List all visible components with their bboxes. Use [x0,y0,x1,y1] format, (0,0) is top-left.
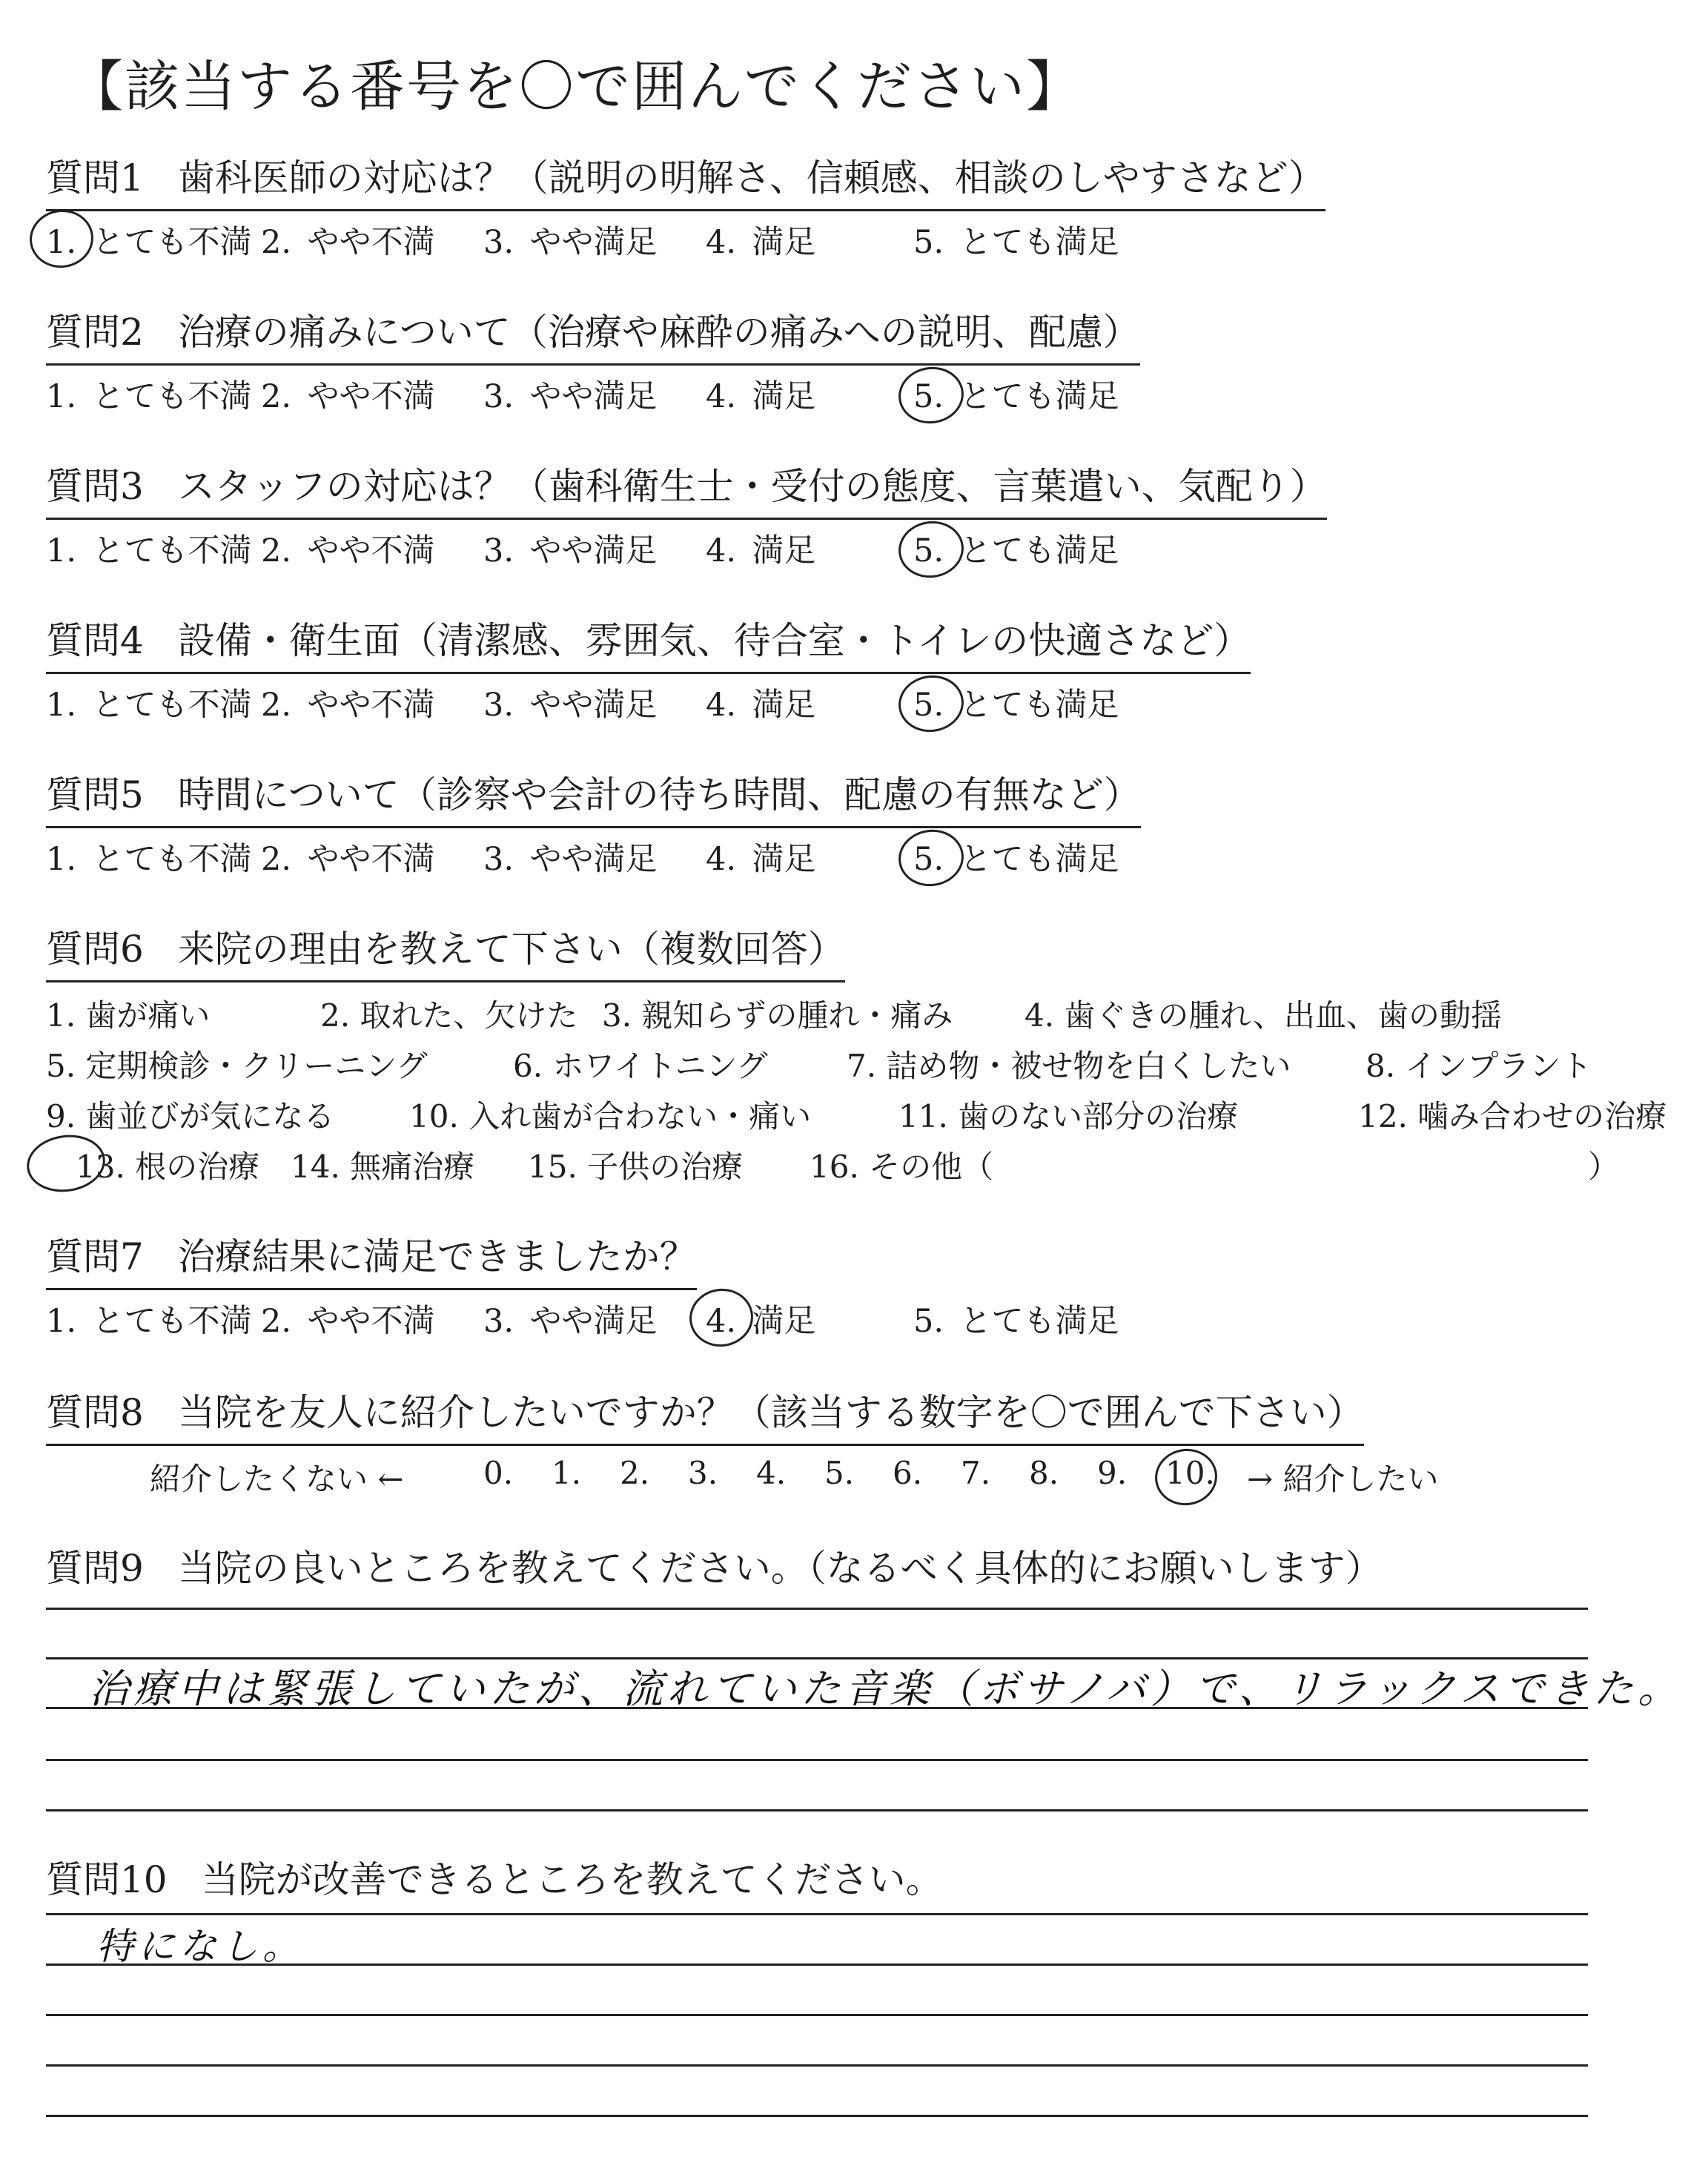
option-label: やや満足 [529,532,658,569]
reason-option[interactable]: 16. その他（ [810,1149,994,1185]
reason-option[interactable]: 14. 無痛治療 [291,1149,475,1185]
reason-option[interactable]: 6. ホワイトニング [513,1048,768,1084]
recommend-right-label: → 紹介したい [1247,1461,1439,1497]
option-4[interactable] [706,371,816,417]
recommend-option[interactable]: 3. [688,1455,718,1491]
option-number: 5. [913,841,944,878]
reason-option[interactable]: 12. 噛み合わせの治療 [1358,1098,1667,1135]
reason-option[interactable]: 4. 歯ぐきの腫れ、出血、歯の動揺 [1025,997,1502,1034]
option-label: とても満足 [959,378,1119,415]
option-number: 5. [913,378,944,415]
question-text: スタッフの対応は？（歯科衛生士・受付の態度、言葉遣い、気配り） [177,465,1327,508]
option-4[interactable] [706,834,816,879]
option-number: 4. [706,224,737,261]
option-3[interactable] [483,217,658,262]
question-1 [46,148,1325,262]
option-label: とても満足 [959,224,1119,261]
answer-line[interactable] [46,2064,1588,2067]
question-number: 質問10 [46,1858,168,1901]
reason-options [46,991,1667,1193]
reason-option[interactable]: 15. 子供の治療 [528,1149,744,1185]
option-2[interactable] [261,217,435,262]
question-text: 当院を友人に紹介したいですか？（該当する数字を〇で囲んで下さい） [177,1391,1364,1434]
reason-row [46,991,1502,1042]
option-number: 5. [913,532,944,569]
answer-options [46,834,1141,879]
option-label: やや不満 [307,378,435,415]
question-title [46,1383,1364,1446]
question-text: 当院の良いところを教えてください。（なるべく具体的にお願いします） [177,1547,1383,1590]
question-title [46,611,1251,674]
option-label: 満足 [752,1303,816,1340]
reason-row [46,1092,1667,1143]
option-1[interactable] [46,834,252,879]
question-text: 来院の理由を教えて下さい（複数回答） [177,928,845,971]
option-2[interactable] [261,526,435,571]
option-number: 2. [261,532,292,569]
option-label: 満足 [752,224,816,261]
question-4 [46,611,1251,724]
option-number: 1. [46,532,77,569]
option-5[interactable] [913,1296,1119,1341]
option-number: 2. [261,378,292,415]
option-label: やや不満 [307,532,435,569]
recommend-option[interactable]: 9. [1097,1455,1128,1491]
question-title [46,765,1141,828]
option-number: 3. [483,532,514,569]
question-3 [46,457,1327,570]
option-number: 3. [483,687,514,724]
option-number: 4. [706,1303,737,1340]
option-label: とても不満 [92,1303,252,1340]
question-title [46,148,1325,211]
recommend-option[interactable]: 8. [1029,1455,1059,1491]
answer-options [46,680,1251,724]
option-number: 4. [706,532,737,569]
option-label: やや満足 [529,841,658,878]
option-label: やや満足 [529,224,658,261]
option-label: とても不満 [92,532,252,569]
option-number: 3. [483,378,514,415]
answer-line[interactable] [46,2115,1588,2117]
option-number: 3. [483,841,514,878]
option-4[interactable] [706,680,816,725]
reason-option[interactable]: 11. 歯のない部分の治療 [898,1098,1239,1135]
option-4[interactable] [706,217,816,262]
question-title [46,303,1140,366]
answer-line[interactable] [46,2014,1588,2016]
reason-option[interactable]: 9. 歯並びが気になる [46,1098,335,1135]
recommend-option[interactable]: 4. [756,1455,787,1491]
option-number: 1. [46,841,77,878]
question-number: 質問5 [46,773,144,816]
option-label: やや満足 [529,687,658,724]
option-label: とても不満 [92,687,252,724]
option-label: とても不満 [92,378,252,415]
reason-option[interactable]: 5. 定期検診・クリーニング [46,1048,428,1084]
option-5[interactable] [913,217,1119,262]
question-text: 当院が改善できるところを教えてください。 [201,1858,943,1901]
option-number: 5. [913,1303,944,1340]
option-label: やや不満 [307,841,435,878]
answer-options [46,1296,1119,1341]
reason-row [46,1042,1592,1092]
option-number: 4. [706,687,737,724]
question-number: 質問8 [46,1391,144,1434]
question-number: 質問3 [46,465,144,508]
question-title [46,1227,697,1290]
option-number: 5. [913,687,944,724]
reason-option[interactable]: 3. 親知らずの腫れ・痛み [602,997,953,1034]
option-label: とても満足 [959,687,1119,724]
question-9 [46,1539,1383,1599]
option-label: やや不満 [307,1303,435,1340]
option-2[interactable] [261,1296,435,1341]
reason-option[interactable]: 10. 入れ歯が合わない・痛い [409,1098,812,1135]
option-1[interactable] [46,1296,252,1341]
option-1[interactable] [46,680,252,725]
recommend-left-label: 紹介したくない ← [150,1461,404,1497]
option-number: 4. [706,378,737,415]
reason-option[interactable]: 7. 詰め物・被せ物を白くしたい [847,1048,1291,1084]
recommend-option[interactable]: 5. [824,1455,855,1491]
question-text: 時間について（診察や会計の待ち時間、配慮の有無など） [177,773,1141,816]
option-number: 5. [913,224,944,261]
option-number: 1. [46,687,77,724]
reason-option[interactable]: 1. 歯が痛い [46,997,211,1034]
recommend-scale [46,1455,1439,1507]
reason-row [46,1143,1620,1193]
other-closing-paren: ） [1588,1149,1620,1185]
option-number: 4. [706,841,737,878]
option-3[interactable] [483,1296,658,1341]
option-label: とても満足 [959,1303,1119,1340]
instruction-header: 【該当する番号を〇で囲んでください】 [68,55,1082,119]
question-text: 治療結果に満足できましたか？ [177,1235,697,1278]
question-5 [46,765,1141,879]
option-label: やや不満 [307,224,435,261]
recommend-option[interactable]: 7. [961,1455,991,1491]
question-number: 質問6 [46,928,144,971]
recommend-option[interactable]: 6. [893,1455,923,1491]
reason-option[interactable]: 13. 根の治療 [76,1149,260,1185]
handwritten-answer-10: 特になし。 [96,1925,304,1968]
option-label: とても不満 [92,224,252,261]
question-title [46,1850,943,1911]
option-3[interactable] [483,526,658,571]
option-label: とても満足 [959,532,1119,569]
option-number: 1. [46,378,77,415]
option-number: 2. [261,687,292,724]
question-number: 質問1 [46,156,144,199]
question-title [46,457,1327,520]
option-label: とても不満 [92,841,252,878]
option-number: 2. [261,841,292,878]
answer-options [46,371,1140,416]
option-label: 満足 [752,532,816,569]
recommend-option[interactable]: 10. [1165,1455,1215,1491]
option-number: 2. [261,1303,292,1340]
question-7 [46,1227,1119,1341]
answer-line[interactable] [46,1608,1588,1610]
option-number: 1. [46,224,77,261]
recommend-option[interactable]: 2. [620,1455,650,1491]
option-label: とても満足 [959,841,1119,878]
recommend-option[interactable]: 0. [483,1455,514,1491]
answer-line[interactable] [46,1809,1588,1811]
reason-option[interactable]: 2. 取れた、欠けた [320,997,578,1034]
question-text: 治療の痛みについて（治療や麻酔の痛みへの説明、配慮） [177,311,1140,354]
option-label: やや満足 [529,1303,658,1340]
question-title [46,1539,1383,1599]
option-label: 満足 [752,687,816,724]
option-3[interactable] [483,834,658,879]
question-number: 質問4 [46,619,144,662]
answer-line[interactable] [46,1913,1588,1915]
option-2[interactable] [261,834,435,879]
question-number: 質問9 [46,1547,144,1590]
question-title [46,919,845,982]
option-label: 満足 [752,378,816,415]
question-number: 質問7 [46,1235,144,1278]
option-2[interactable] [261,371,435,417]
option-number: 3. [483,224,514,261]
question-8 [46,1383,1439,1507]
question-text: 設備・衛生面（清潔感、雰囲気、待合室・トイレの快適さなど） [177,619,1251,662]
question-10 [46,1850,943,1911]
reason-option[interactable]: 8. インプラント [1366,1048,1592,1084]
recommend-option[interactable]: 1. [552,1455,582,1491]
answer-options [46,526,1327,570]
option-label: やや不満 [307,687,435,724]
question-number: 質問2 [46,311,144,354]
option-number: 3. [483,1303,514,1340]
handwritten-answer-9: 治療中は緊張していたが、流れていた音楽（ボサノバ）で、リラックスできた。 [89,1665,1683,1712]
option-1[interactable] [46,526,252,571]
option-2[interactable] [261,680,435,725]
option-3[interactable] [483,680,658,725]
option-number: 2. [261,224,292,261]
option-label: 満足 [752,841,816,878]
question-2 [46,303,1140,416]
answer-line[interactable] [46,1759,1588,1761]
option-3[interactable] [483,371,658,417]
answer-options [46,217,1325,262]
option-1[interactable] [46,371,252,417]
question-6 [46,919,1667,1193]
option-4[interactable] [706,526,816,571]
question-text: 歯科医師の対応は？（説明の明解さ、信頼感、相談のしやすさなど） [177,156,1325,199]
option-number: 1. [46,1303,77,1340]
option-label: やや満足 [529,378,658,415]
